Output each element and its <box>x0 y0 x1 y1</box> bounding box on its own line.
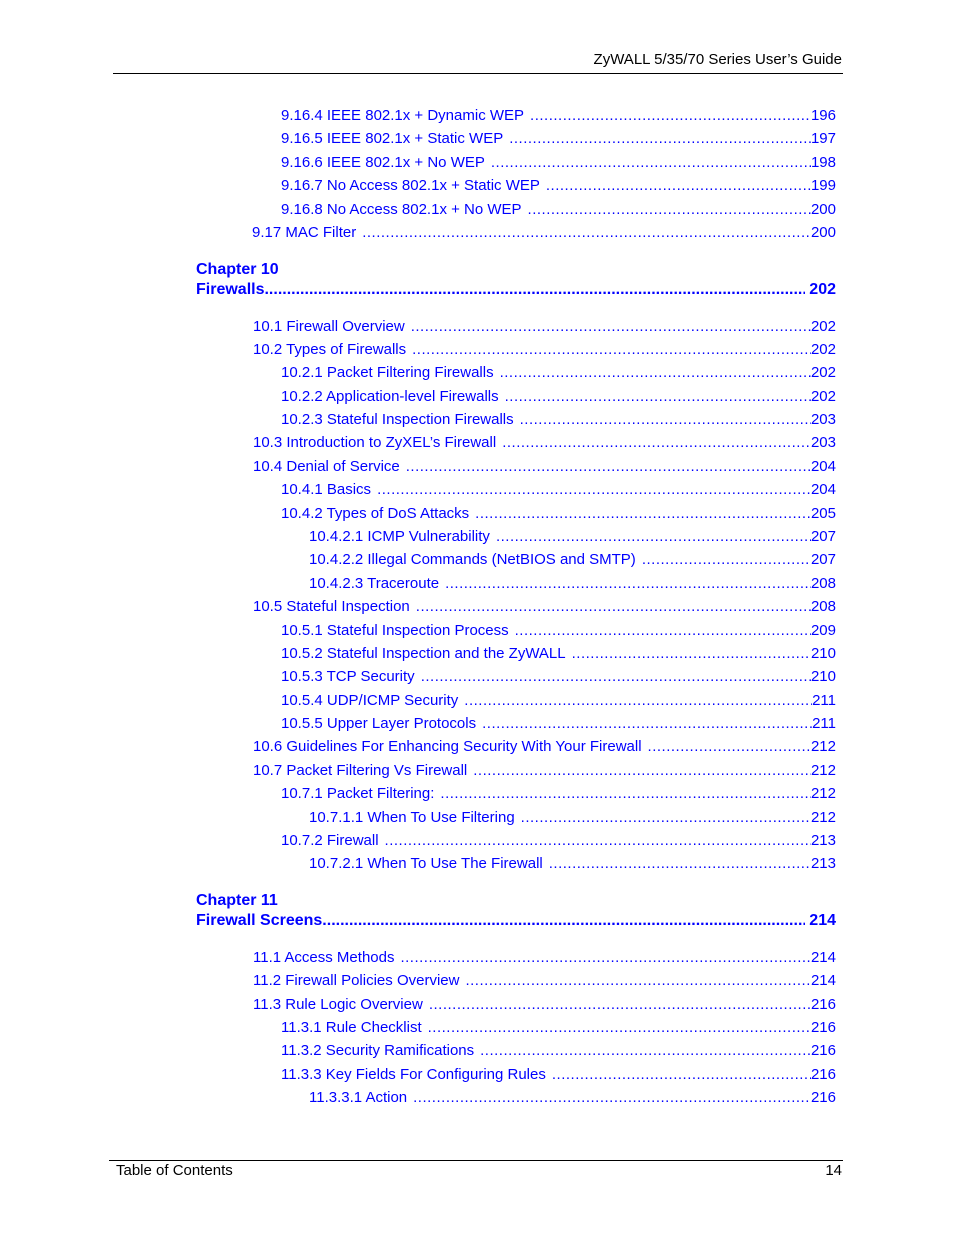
toc-entry[interactable] <box>253 341 836 358</box>
toc-entry-page: 199 <box>810 177 836 194</box>
chapter-page: 202 <box>809 281 836 298</box>
toc-entry-label: 10.4.2 Types of DoS Attacks <box>281 505 470 522</box>
toc-entry-label: 11.3.1 Rule Checklist <box>281 1019 422 1036</box>
toc-entry-label: 11.3 Rule Logic Overview <box>253 996 423 1013</box>
toc-entry-label: 10.5.4 UDP/ICMP Security <box>281 692 459 709</box>
toc-entry[interactable] <box>253 318 836 335</box>
toc-entry-page: 204 <box>810 481 836 498</box>
chapter-title: Firewalls <box>196 281 265 298</box>
toc-entry-page: 216 <box>810 1066 836 1083</box>
dot-leader <box>411 318 811 335</box>
dot-leader <box>482 715 812 732</box>
dot-leader <box>440 785 811 802</box>
dot-leader <box>505 388 811 405</box>
dot-leader <box>500 364 811 381</box>
page-header-title: ZyWALL 5/35/70 Series User’s Guide <box>593 51 842 68</box>
dot-leader <box>520 411 811 428</box>
toc-entry[interactable] <box>281 154 836 171</box>
dot-leader <box>572 645 811 662</box>
toc-entry-page: 213 <box>810 832 836 849</box>
chapter-number: Chapter 11 <box>196 892 278 909</box>
dot-leader <box>412 341 811 358</box>
toc-entry-page: 207 <box>810 528 836 545</box>
dot-leader <box>546 177 811 194</box>
dot-leader <box>465 972 811 989</box>
toc-entry[interactable] <box>281 785 836 802</box>
toc-entry-label: 10.2.2 Application-level Firewalls <box>281 388 499 405</box>
toc-entry-page: 212 <box>810 809 836 826</box>
toc-entry[interactable] <box>281 481 836 498</box>
toc-entry[interactable] <box>253 458 836 475</box>
dot-leader <box>377 481 811 498</box>
toc-entry-page: 210 <box>810 645 836 662</box>
toc-entry-label: 10.2 Types of Firewalls <box>253 341 407 358</box>
toc-entry[interactable] <box>309 855 836 872</box>
toc-entry[interactable] <box>309 575 836 592</box>
dot-leader <box>421 668 811 685</box>
toc-entry-label: 11.1 Access Methods <box>253 949 395 966</box>
dot-leader <box>406 458 811 475</box>
toc-entry[interactable] <box>281 1019 836 1036</box>
toc-entry-label: 10.4.2.3 Traceroute <box>309 575 440 592</box>
toc-entry-page: 212 <box>810 738 836 755</box>
chapter-title: Firewall Screens <box>196 912 323 929</box>
toc-entry-page: 208 <box>810 598 836 615</box>
toc-entry-page: 212 <box>810 785 836 802</box>
dot-leader <box>322 912 805 930</box>
toc-entry[interactable] <box>281 177 836 194</box>
footer-rule <box>109 1160 843 1161</box>
toc-entry-label: 10.2.3 Stateful Inspection Firewalls <box>281 411 514 428</box>
toc-entry[interactable] <box>281 622 836 639</box>
toc-entry[interactable] <box>253 598 836 615</box>
toc-entry-label: 10.7.2 Firewall <box>281 832 379 849</box>
toc-entry-label: 9.16.4 IEEE 802.1x + Dynamic WEP <box>281 107 525 124</box>
dot-leader <box>496 528 811 545</box>
dot-leader <box>428 1019 811 1036</box>
toc-entry[interactable] <box>281 692 836 709</box>
toc-entry[interactable] <box>281 364 836 381</box>
toc-entry-page: 208 <box>810 575 836 592</box>
toc-entry-page: 214 <box>810 972 836 989</box>
toc-entry-page: 200 <box>810 201 836 218</box>
toc-entry-page: 210 <box>810 668 836 685</box>
toc-entry[interactable] <box>281 832 836 849</box>
toc-entry[interactable] <box>281 107 836 124</box>
dot-leader <box>475 505 811 522</box>
toc-entry-page: 214 <box>810 949 836 966</box>
dot-leader <box>473 762 811 779</box>
toc-entry[interactable] <box>281 715 836 732</box>
toc-entry-page: 197 <box>810 130 836 147</box>
toc-entry[interactable] <box>309 528 836 545</box>
toc-entry-label: 10.5 Stateful Inspection <box>253 598 410 615</box>
dot-leader <box>552 1066 811 1083</box>
toc-entry-page: 196 <box>810 107 836 124</box>
toc-entry-label: 10.4 Denial of Service <box>253 458 400 475</box>
toc-entry[interactable] <box>253 972 836 989</box>
dot-leader <box>480 1042 811 1059</box>
toc-entry-label: 10.4.2.1 ICMP Vulnerability <box>309 528 490 545</box>
toc-entry[interactable] <box>281 1042 836 1059</box>
toc-entry-label: 10.6 Guidelines For Enhancing Security With Your Firewall <box>253 738 642 755</box>
toc-entry-label: 9.16.5 IEEE 802.1x + Static WEP <box>281 130 504 147</box>
dot-leader <box>464 692 812 709</box>
toc-entry-label: 10.1 Firewall Overview <box>253 318 405 335</box>
toc-entry[interactable] <box>281 668 836 685</box>
header-rule <box>113 73 843 74</box>
toc-entry-label: 10.7.1 Packet Filtering: <box>281 785 435 802</box>
toc-entry-page: 216 <box>810 1089 836 1106</box>
toc-entry-page: 202 <box>810 364 836 381</box>
chapter-title-entry[interactable] <box>196 912 836 930</box>
toc-entry-label: 11.2 Firewall Policies Overview <box>253 972 460 989</box>
dot-leader <box>400 949 811 966</box>
dot-leader <box>416 598 811 615</box>
toc-entry-label: 10.7 Packet Filtering Vs Firewall <box>253 762 468 779</box>
toc-entry[interactable] <box>253 949 836 966</box>
dot-leader <box>445 575 811 592</box>
dot-leader <box>264 281 805 299</box>
toc-entry-page: 202 <box>810 318 836 335</box>
dot-leader <box>491 154 811 171</box>
toc-entry-page: 209 <box>810 622 836 639</box>
toc-entry-page: 211 <box>812 692 836 709</box>
toc-entry-page: 202 <box>810 388 836 405</box>
dot-leader <box>413 1089 811 1106</box>
toc-entry-page: 216 <box>810 1019 836 1036</box>
toc-entry-page: 216 <box>810 1042 836 1059</box>
toc-entry-label: 10.4.2.2 Illegal Commands (NetBIOS and SMTP) <box>309 551 636 568</box>
dot-leader <box>648 738 811 755</box>
dot-leader <box>429 996 811 1013</box>
toc-entry-page: 216 <box>810 996 836 1013</box>
toc-entry-page: 203 <box>810 411 836 428</box>
chapter-number: Chapter 10 <box>196 261 279 278</box>
toc-entry-page: 203 <box>810 434 836 451</box>
dot-leader <box>362 224 811 241</box>
toc-entry-label: 10.5.1 Stateful Inspection Process <box>281 622 509 639</box>
toc-entry-label: 10.7.2.1 When To Use The Firewall <box>309 855 543 872</box>
toc-entry-page: 213 <box>810 855 836 872</box>
toc-entry[interactable] <box>253 738 836 755</box>
dot-leader <box>528 201 811 218</box>
toc-entry-page: 202 <box>810 341 836 358</box>
toc-entry-label: 9.16.8 No Access 802.1x + No WEP <box>281 201 522 218</box>
dot-leader <box>521 809 811 826</box>
toc-entry-label: 10.2.1 Packet Filtering Firewalls <box>281 364 494 381</box>
toc-entry[interactable] <box>281 411 836 428</box>
toc-entry[interactable] <box>309 1089 836 1106</box>
toc-entry-label: 9.17 MAC Filter <box>252 224 357 241</box>
chapter-title-entry[interactable] <box>196 281 836 299</box>
toc-entry-label: 9.16.7 No Access 802.1x + Static WEP <box>281 177 540 194</box>
dot-leader <box>515 622 811 639</box>
chapter-page: 214 <box>809 912 836 929</box>
toc-entry[interactable] <box>309 551 836 568</box>
toc-entry[interactable] <box>281 388 836 405</box>
toc-entry-label: 11.3.3 Key Fields For Configuring Rules <box>281 1066 546 1083</box>
dot-leader <box>502 434 811 451</box>
toc-entry[interactable] <box>281 505 836 522</box>
toc-entry-page: 205 <box>810 505 836 522</box>
toc-entry[interactable] <box>309 809 836 826</box>
toc-entry-page: 198 <box>810 154 836 171</box>
footer-section-title: Table of Contents <box>116 1162 233 1179</box>
toc-entry-label: 10.5.2 Stateful Inspection and the ZyWALL <box>281 645 566 662</box>
toc-entry-page: 204 <box>810 458 836 475</box>
toc-entry-page: 212 <box>810 762 836 779</box>
toc-entry[interactable] <box>253 434 836 451</box>
toc-entry-label: 10.7.1.1 When To Use Filtering <box>309 809 515 826</box>
toc-entry-page: 211 <box>812 715 836 732</box>
toc-entry-label: 10.5.5 Upper Layer Protocols <box>281 715 477 732</box>
toc-entry[interactable] <box>281 201 836 218</box>
toc-entry[interactable] <box>253 762 836 779</box>
toc-entry[interactable] <box>281 645 836 662</box>
toc-entry-page: 207 <box>810 551 836 568</box>
dot-leader <box>549 855 811 872</box>
toc-entry-page: 200 <box>810 224 836 241</box>
dot-leader <box>530 107 811 124</box>
toc-entry[interactable] <box>252 224 836 241</box>
toc-entry-label: 11.3.3.1 Action <box>309 1089 408 1106</box>
toc-entry[interactable] <box>281 1066 836 1083</box>
footer-page-number: 14 <box>825 1162 842 1179</box>
dot-leader <box>509 130 811 147</box>
toc-entry-label: 9.16.6 IEEE 802.1x + No WEP <box>281 154 485 171</box>
toc-entry-label: 11.3.2 Security Ramifications <box>281 1042 475 1059</box>
toc-entry-label: 10.5.3 TCP Security <box>281 668 415 685</box>
toc-entry-label: 10.4.1 Basics <box>281 481 372 498</box>
toc-entry[interactable] <box>281 130 836 147</box>
toc-entry[interactable] <box>253 996 836 1013</box>
toc-entry-label: 10.3 Introduction to ZyXEL’s Firewall <box>253 434 497 451</box>
dot-leader <box>642 551 811 568</box>
dot-leader <box>385 832 811 849</box>
